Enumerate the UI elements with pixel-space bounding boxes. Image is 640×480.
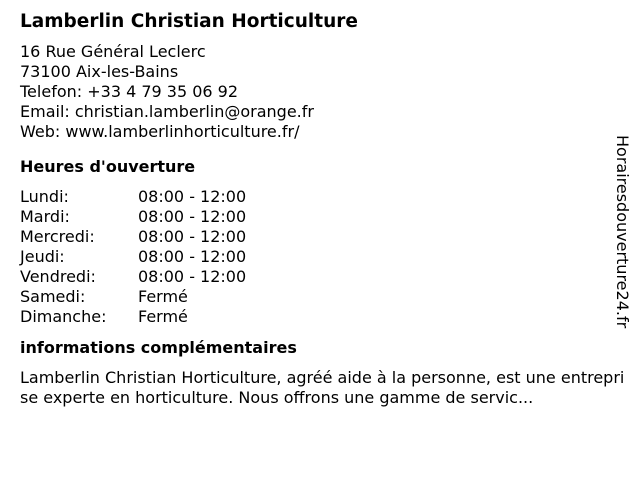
hours-row-friday xyxy=(20,267,610,287)
contact-block xyxy=(20,42,610,142)
business-name: Lamberlin Christian Horticulture xyxy=(20,11,358,32)
day-label: Mardi: xyxy=(20,207,70,226)
website-address: Web: www.lamberlinhorticulture.fr/ xyxy=(20,122,300,141)
info-title: informations complémentaires xyxy=(20,338,297,357)
day-label: Samedi: xyxy=(20,287,86,306)
hours-row-thursday xyxy=(20,247,610,267)
hours-value: Fermé xyxy=(138,287,188,306)
day-label: Vendredi: xyxy=(20,267,96,286)
hours-row-tuesday xyxy=(20,207,610,227)
hours-value: Fermé xyxy=(138,307,188,326)
hours-row-wednesday xyxy=(20,227,610,247)
hours-value: 08:00 - 12:00 xyxy=(138,247,247,266)
city-address: 73100 Aix-les-Bains xyxy=(20,62,179,81)
street-address: 16 Rue Général Leclerc xyxy=(20,42,206,61)
info-description: Lamberlin Christian Horticulture, agréé aide à la personne, est une entreprise experte en horticulture. Nous offrons une gamme de servic... xyxy=(20,368,625,407)
site-brand-vertical: Horairesdouverture24.fr xyxy=(613,135,632,329)
day-label: Lundi: xyxy=(20,187,69,206)
hours-value: 08:00 - 12:00 xyxy=(138,207,247,226)
hours-row-saturday xyxy=(20,287,610,307)
phone-number: Telefon: +33 4 79 35 06 92 xyxy=(20,82,239,101)
day-label: Jeudi: xyxy=(20,247,65,266)
email-address: Email: christian.lamberlin@orange.fr xyxy=(20,102,314,121)
hours-title: Heures d'ouverture xyxy=(20,157,196,176)
hours-value: 08:00 - 12:00 xyxy=(138,267,247,286)
hours-value: 08:00 - 12:00 xyxy=(138,187,247,206)
hours-row-sunday xyxy=(20,307,610,327)
hours-value: 08:00 - 12:00 xyxy=(138,227,247,246)
day-label: Dimanche: xyxy=(20,307,107,326)
day-label: Mercredi: xyxy=(20,227,95,246)
opening-hours-table xyxy=(20,187,610,327)
hours-row-monday xyxy=(20,187,610,207)
